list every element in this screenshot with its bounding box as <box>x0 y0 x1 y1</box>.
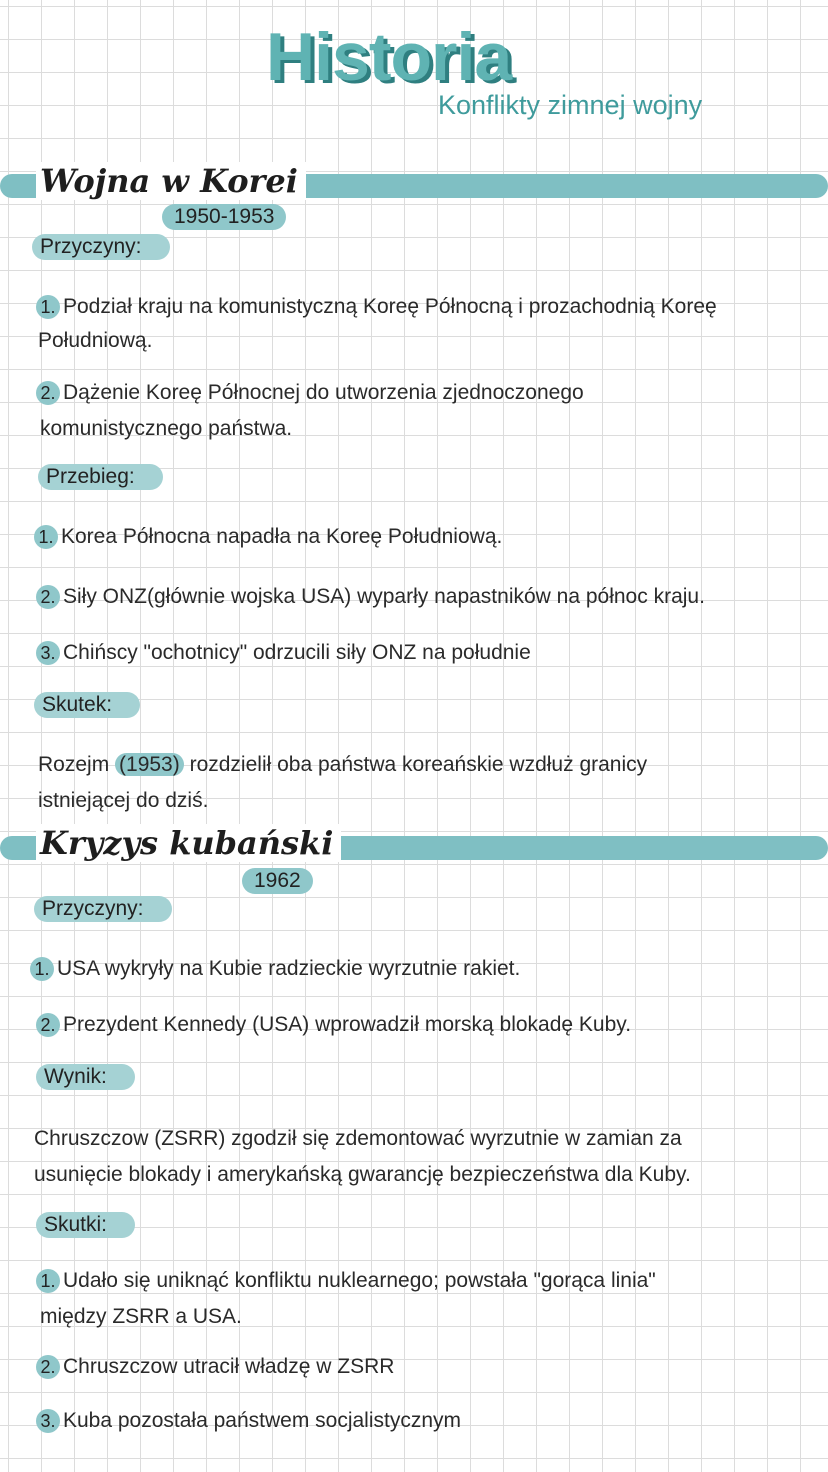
highlight-year: (1953) <box>115 753 184 776</box>
list-item-cuba-effect-3 <box>36 1404 461 1438</box>
label-causes-cuba: Przyczyny: <box>34 896 172 922</box>
list-item-cuba-effect-1 <box>36 1264 656 1298</box>
list-item-korea-cause-2-cont: komunistycznego państwa. <box>40 417 293 440</box>
number-badge: 3. <box>36 1409 60 1433</box>
number-badge: 1. <box>36 295 60 319</box>
item-text: Korea Północna napadła na Koreę Południową. <box>61 525 503 548</box>
list-item-korea-cause-1-cont: Południową. <box>38 329 153 352</box>
number-badge: 2. <box>36 1013 60 1037</box>
paragraph-korea-effect-cont: istniejącej do dziś. <box>38 789 209 812</box>
item-text: Chińscy "ochotnicy" odrzucili siły ONZ na południe <box>63 641 531 664</box>
paragraph-cuba-result-cont: usunięcie blokady i amerykańską gwarancję bezpieczeństwa dla Kuby. <box>34 1163 691 1186</box>
list-item-korea-cause-2 <box>36 376 584 410</box>
list-item-cuba-effect-2 <box>36 1350 394 1384</box>
number-badge: 2. <box>36 381 60 405</box>
paragraph-cuba-result: Chruszczow (ZSRR) zgodził się zdemontować wyrzutnie w zamian za <box>34 1127 682 1150</box>
item-text: Kuba pozostała państwem socjalistycznym <box>63 1409 462 1432</box>
number-badge: 1. <box>34 525 58 549</box>
list-item-korea-course-2 <box>36 580 705 614</box>
item-text: Podział kraju na komunistyczną Koreę Północną i prozachodnią Koreę <box>63 295 717 318</box>
number-badge: 2. <box>36 585 60 609</box>
label-causes-korea: Przyczyny: <box>32 234 170 260</box>
list-item-korea-course-3 <box>36 636 531 670</box>
section-title-cuba: Kryzys kubański <box>36 824 341 862</box>
list-item-cuba-effect-1-cont: między ZSRR a USA. <box>40 1305 242 1328</box>
number-badge: 1. <box>30 957 54 981</box>
list-item-cuba-cause-2 <box>36 1008 631 1042</box>
effect-text-a: Rozejm <box>38 753 110 776</box>
label-result-cuba: Wynik: <box>36 1064 135 1090</box>
page-subtitle: Konflikty zimnej wojny <box>438 90 703 120</box>
paragraph-korea-effect <box>38 748 647 782</box>
item-text: USA wykryły na Kubie radzieckie wyrzutnie rakiet. <box>57 957 521 980</box>
list-item-cuba-cause-1 <box>30 952 520 986</box>
label-effect-korea: Skutek: <box>34 692 140 718</box>
item-text: Dążenie Koreę Północnej do utworzenia zjednoczonego <box>63 381 584 404</box>
label-effects-cuba: Skutki: <box>36 1212 135 1238</box>
list-item-korea-cause-1 <box>36 290 717 324</box>
page-title: Historia <box>266 19 512 95</box>
year-badge-cuba: 1962 <box>242 868 313 894</box>
list-item-korea-course-1 <box>34 520 502 554</box>
item-text: Udało się uniknąć konfliktu nuklearnego; powstała "gorąca linia" <box>63 1269 656 1292</box>
number-badge: 3. <box>36 641 60 665</box>
label-course-korea: Przebieg: <box>38 464 163 490</box>
item-text: Siły ONZ(głównie wojska USA) wyparły napastników na północ kraju. <box>63 585 705 608</box>
section-title-korea: Wojna w Korei <box>36 162 306 200</box>
number-badge: 1. <box>36 1269 60 1293</box>
effect-text-b: rozdzielił oba państwa koreańskie wzdłuż granicy <box>189 753 648 776</box>
number-badge: 2. <box>36 1355 60 1379</box>
year-badge-korea: 1950-1953 <box>162 204 286 230</box>
item-text: Prezydent Kennedy (USA) wprowadził morską blokadę Kuby. <box>63 1013 632 1036</box>
item-text: Chruszczow utracił władzę w ZSRR <box>63 1355 395 1378</box>
